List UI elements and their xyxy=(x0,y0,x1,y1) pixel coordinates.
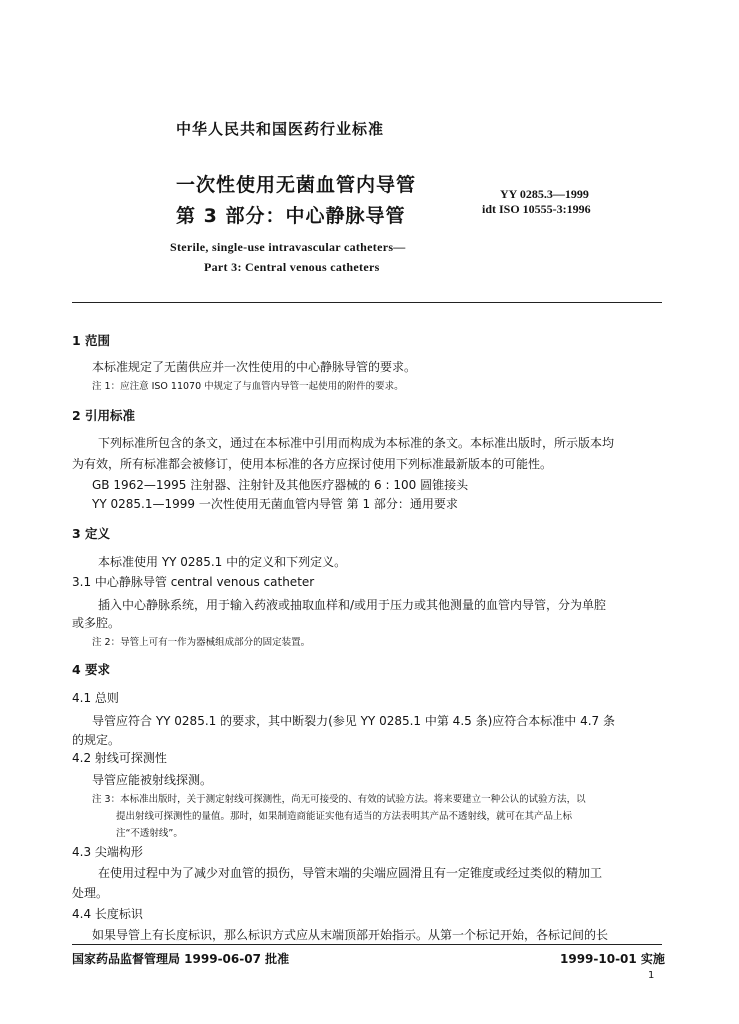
section-4-4-text: 如果导管上有长度标识，那么标识方式应从末端顶部开始指示。从第一个标记开始，各标记间的长 xyxy=(92,928,609,942)
title-line-1: 一次性使用无菌血管内导管 xyxy=(176,174,417,196)
section-4-1-heading: 4.1 总则 xyxy=(72,691,119,705)
section-4-1-text-line-2: 的规定。 xyxy=(72,733,121,747)
approval-date: 国家药品监督管理局 1999-06-07 批准 xyxy=(72,952,290,966)
section-4-heading: 4 要求 xyxy=(72,662,111,677)
section-4-2-text: 导管应能被射线探测。 xyxy=(92,773,213,787)
header-divider xyxy=(72,302,662,303)
section-3-text: 本标准使用 YY 0285.1 中的定义和下列定义。 xyxy=(98,555,347,569)
section-4-3-text-line-2: 处理。 xyxy=(72,886,109,900)
iso-equivalence: idt ISO 10555-3:1996 xyxy=(482,202,591,216)
section-4-3-text-line-1: 在使用过程中为了减少对血管的损伤，导管末端的尖端应圆滑且有一定锥度或经过类似的精加工 xyxy=(98,866,603,880)
section-2-text-line-1: 下列标准所包含的条文，通过在本标准中引用而构成为本标准的条文。本标准出版时，所示版本均 xyxy=(98,436,615,450)
note-2: 注 2：导管上可有一作为器械组成部分的固定装置。 xyxy=(92,637,311,648)
note-3-line-2: 提出射线可探测性的量值。那时，如果制造商能证实他有适当的方法表明其产品不透射线，就可在其产品上标 xyxy=(116,811,573,822)
section-3-1-text-line-1: 插入中心静脉系统，用于输入药液或抽取血样和/或用于压力或其他测量的血管内导管，分为单腔 xyxy=(98,598,607,612)
section-1-heading: 1 范围 xyxy=(72,333,111,348)
note-3-line-3: 注“不透射线”。 xyxy=(116,828,183,839)
issuing-org: 中华人民共和国医药行业标准 xyxy=(176,120,385,138)
standard-code: YY 0285.3—1999 xyxy=(500,187,589,201)
section-2-heading: 2 引用标准 xyxy=(72,408,136,423)
page-number: 1 xyxy=(648,970,655,981)
section-4-3-heading: 4.3 尖端构形 xyxy=(72,845,143,859)
english-title-line-2: Part 3: Central venous catheters xyxy=(204,260,380,274)
section-2-text-line-2: 为有效，所有标准都会被修订，使用本标准的各方应探讨使用下列标准最新版本的可能性。 xyxy=(72,457,553,471)
reference-yy-0285-1: YY 0285.1—1999 一次性使用无菌血管内导管 第 1 部分：通用要求 xyxy=(92,497,458,511)
section-3-heading: 3 定义 xyxy=(72,526,111,541)
implementation-date: 1999-10-01 实施 xyxy=(560,952,665,966)
section-4-4-heading: 4.4 长度标识 xyxy=(72,907,143,921)
note-1: 注 1：应注意 ISO 11070 中规定了与血管内导管一起使用的附件的要求。 xyxy=(92,381,404,392)
section-3-1-heading: 3.1 中心静脉导管 central venous catheter xyxy=(72,575,315,589)
note-3-line-1: 注 3：本标准出版时，关于测定射线可探测性，尚无可接受的、有效的试验方法。将来要建立一种公认的试验方法，以 xyxy=(92,794,586,805)
reference-gb-1962: GB 1962—1995 注射器、注射针及其他医疗器械的 6 : 100 圆锥接头 xyxy=(92,478,469,492)
section-3-1-text-line-2: 或多腔。 xyxy=(72,616,121,630)
section-1-text: 本标准规定了无菌供应并一次性使用的中心静脉导管的要求。 xyxy=(92,360,417,374)
title-line-2: 第 3 部分：中心静脉导管 xyxy=(176,205,406,227)
footer-divider xyxy=(72,944,662,945)
english-title-line-1: Sterile, single-use intravascular catheters— xyxy=(170,240,406,254)
section-4-1-text-line-1: 导管应符合 YY 0285.1 的要求，其中断裂力(参见 YY 0285.1 中第 4.5 条)应符合本标准中 4.7 条 xyxy=(92,714,615,728)
section-4-2-heading: 4.2 射线可探测性 xyxy=(72,751,167,765)
